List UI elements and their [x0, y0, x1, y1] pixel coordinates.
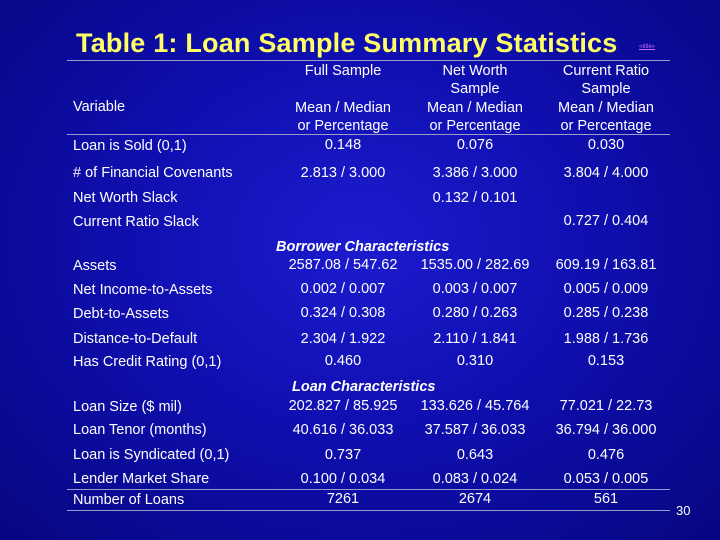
row-cr: 0.476 — [587, 447, 625, 463]
header-stat-nw-1: Mean / Median — [427, 100, 523, 116]
row-label: Current Ratio Slack — [73, 214, 199, 230]
row-nw: 0.280 / 0.263 — [432, 305, 518, 321]
row-label: Has Credit Rating (0,1) — [73, 354, 222, 370]
header-stat-nw-2: or Percentage — [429, 118, 521, 134]
header-net-worth-line1: Net Worth — [442, 63, 508, 79]
section-borrower-characteristics: Borrower Characteristics — [276, 239, 450, 255]
row-full: 7261 — [326, 491, 360, 507]
row-full: 2.813 / 3.000 — [300, 165, 386, 181]
row-cr: 0.030 — [587, 137, 625, 153]
header-current-ratio-line2: Sample — [581, 81, 631, 97]
row-cr: 561 — [593, 491, 619, 507]
row-label: Debt-to-Assets — [73, 306, 169, 322]
header-stat-cr-1: Mean / Median — [558, 100, 654, 116]
row-nw: 0.076 — [456, 137, 494, 153]
header-bottom-rule — [67, 134, 670, 135]
row-label: Loan Tenor (months) — [73, 422, 207, 438]
row-cr: 0.285 / 0.238 — [563, 305, 649, 321]
row-label: Distance-to-Default — [73, 331, 198, 347]
row-cr: 0.053 / 0.005 — [563, 471, 649, 487]
row-cr: 77.021 / 22.73 — [559, 398, 653, 414]
row-cr: 0.005 / 0.009 — [563, 281, 649, 297]
row-full: 0.002 / 0.007 — [300, 281, 386, 297]
row-full: 0.100 / 0.034 — [300, 471, 386, 487]
row-nw: 3.386 / 3.000 — [432, 165, 518, 181]
row-nw: 2.110 / 1.841 — [433, 331, 517, 347]
header-full-sample: Full Sample — [304, 63, 382, 79]
row-label: Assets — [73, 258, 117, 274]
row-label: # of Financial Covenants — [73, 165, 233, 181]
row-cr: 36.794 / 36.000 — [555, 422, 657, 438]
header-stat-full-1: Mean / Median — [295, 100, 391, 116]
row-nw: 0.132 / 0.101 — [432, 190, 518, 206]
header-stat-cr-2: or Percentage — [560, 118, 652, 134]
header-variable: Variable — [73, 99, 126, 115]
slide-title: Table 1: Loan Sample Summary Statistics — [76, 28, 618, 58]
row-full: 0.148 — [324, 137, 362, 153]
row-cr: 0.727 / 0.404 — [563, 213, 649, 229]
row-nw: 0.003 / 0.007 — [432, 281, 518, 297]
row-label: Loan is Sold (0,1) — [73, 138, 187, 154]
row-label: Loan Size ($ mil) — [73, 399, 182, 415]
row-full: 0.324 / 0.308 — [300, 305, 386, 321]
row-cr: 0.153 — [587, 353, 625, 369]
row-full: 2.304 / 1.922 — [300, 331, 386, 347]
row-nw: 0.310 — [456, 353, 494, 369]
row-nw: 0.643 — [456, 447, 494, 463]
table-top-rule — [67, 60, 670, 61]
row-full: 0.737 — [324, 447, 362, 463]
row-label: Lender Market Share — [73, 471, 210, 487]
page-number: 30 — [676, 503, 691, 518]
row-full: 2587.08 / 547.62 — [288, 257, 398, 273]
row-label: Loan is Syndicated (0,1) — [73, 447, 230, 463]
row-nw: 37.587 / 36.033 — [424, 422, 526, 438]
row-label: Net Income-to-Assets — [73, 282, 213, 298]
hyperlink-placeholder[interactable]: «title» — [639, 44, 656, 50]
row-cr: 609.19 / 163.81 — [555, 257, 657, 273]
row-cr: 3.804 / 4.000 — [563, 165, 649, 181]
row-full: 0.460 — [324, 353, 362, 369]
row-full: 40.616 / 36.033 — [292, 422, 394, 438]
header-stat-full-2: or Percentage — [297, 118, 389, 134]
section-loan-characteristics: Loan Characteristics — [292, 379, 436, 395]
row-label: Number of Loans — [73, 492, 185, 508]
header-current-ratio-line1: Current Ratio — [562, 63, 650, 79]
table-bottom-rule — [67, 510, 670, 511]
row-nw: 2674 — [458, 491, 492, 507]
row-cr: 1.988 / 1.736 — [563, 331, 649, 347]
row-full: 202.827 / 85.925 — [288, 398, 398, 414]
row-label: Net Worth Slack — [73, 190, 178, 206]
row-nw: 1535.00 / 282.69 — [420, 257, 530, 273]
row-nw: 0.083 / 0.024 — [432, 471, 518, 487]
header-net-worth-line2: Sample — [450, 81, 500, 97]
row-nw: 133.626 / 45.764 — [420, 398, 530, 414]
